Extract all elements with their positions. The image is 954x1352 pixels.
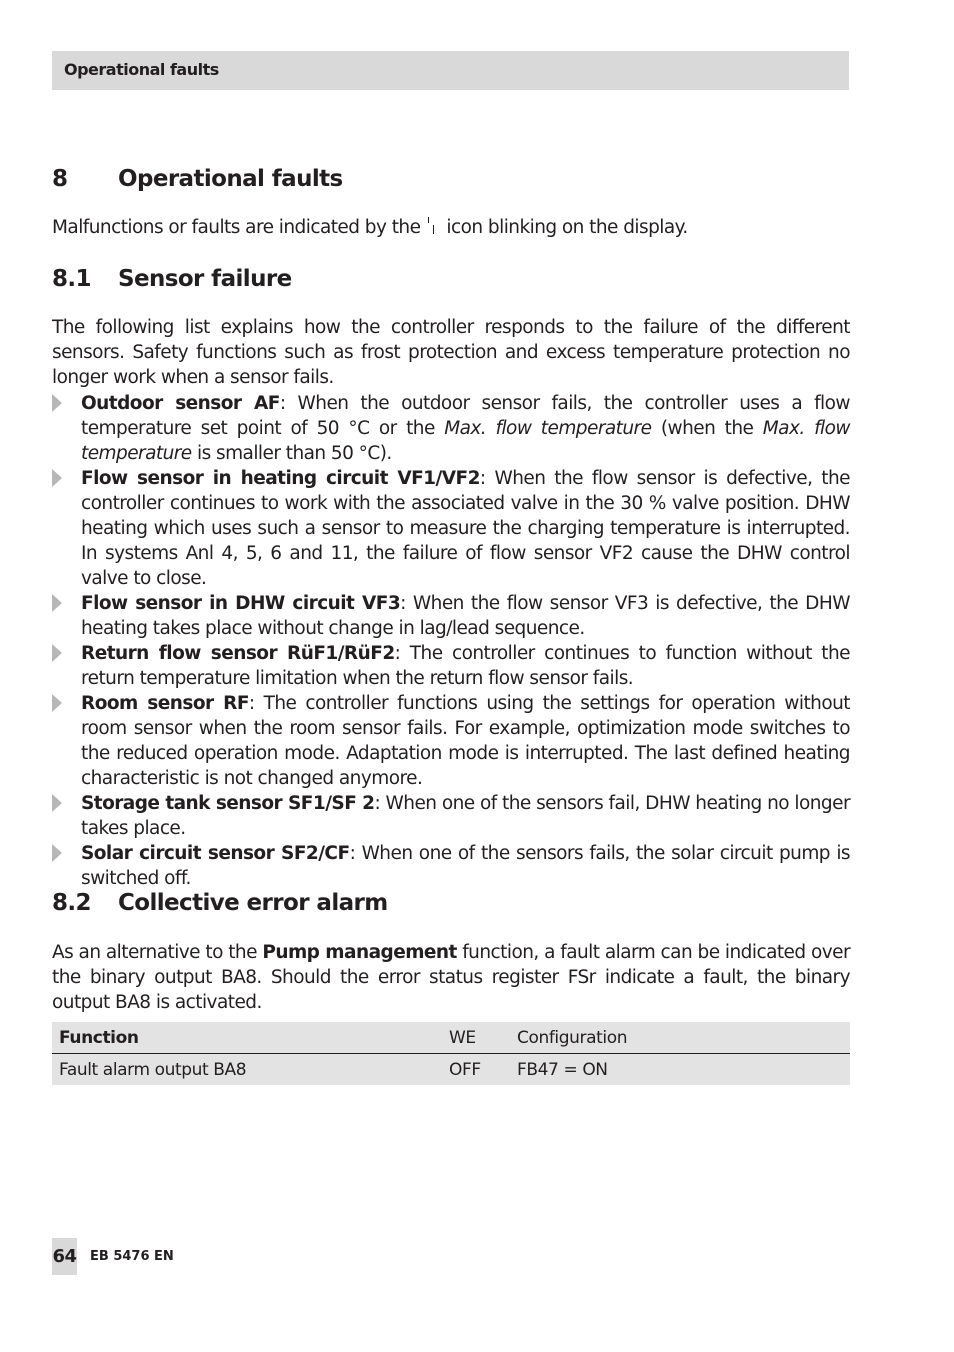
parameter-table [52, 1022, 850, 1085]
section-number: 8.2 [52, 890, 91, 916]
list-item-term: Storage tank sensor SF1/SF 2 [81, 793, 375, 814]
list-item-text: : When the flow sensor is defective, the controller continues to work with the associated valve in the 30 % valve position. DHW heating which uses such a sensor to measure the charging temperature is interrupted. In systems Anl 4, 5, 6 and 11, the failure of flow sensor VF2 cause the DHW control valve to close. [81, 468, 850, 589]
table-cell-function: Fault alarm output BA8 [52, 1054, 442, 1086]
section-number: 8 [52, 166, 68, 192]
section-title: Collective error alarm [118, 890, 388, 916]
section-8-1-heading [52, 266, 292, 292]
section-8-1-intro: The following list explains how the controller responds to the failure of the different sensors. Safety functions such as frost protection and excess temperature protection no longer work when a sensor fails. [52, 317, 850, 388]
section-number: 8.1 [52, 266, 91, 292]
section-8-2-paragraph [52, 940, 850, 1015]
sensor-failure-list [52, 391, 850, 891]
list-item [52, 391, 850, 466]
list-item-term: Solar circuit sensor SF2/CF [81, 843, 350, 864]
list-item [52, 791, 850, 841]
table-cell-we: OFF [442, 1054, 510, 1086]
list-item-text: is smaller than 50 °C). [191, 443, 392, 464]
column-header-function: Function [52, 1022, 442, 1054]
table-cell-configuration: FB47 = ON [510, 1054, 850, 1086]
fault-icon [426, 221, 440, 235]
list-item-term: Return flow sensor RüF1/RüF2 [81, 643, 395, 664]
column-header-we: WE [442, 1022, 510, 1054]
bullet-arrow-icon [52, 469, 62, 487]
list-item-text: : When the outdoor sensor fails, the controller uses a flow temperature set point of 50 °C or the [81, 393, 850, 439]
list-item-emphasis: Max. flow temperature [81, 418, 850, 464]
bullet-arrow-icon [52, 794, 62, 812]
paragraph-text: function, a fault alarm can be indicated over the binary output BA8. Should the error status register FSr indicate a fault, the binary output BA8 is activated. [52, 942, 851, 1013]
bullet-arrow-icon [52, 644, 62, 662]
paragraph-emphasis: Pump management [262, 942, 457, 963]
section-title: Sensor failure [118, 266, 292, 292]
running-header [52, 51, 849, 90]
list-item-text: : When the flow sensor VF3 is defective, the DHW heating takes place without change in lag/lead sequence. [81, 593, 850, 639]
list-item [52, 591, 850, 641]
list-item-emphasis: Max. flow temperature [444, 418, 652, 439]
intro-text-after: icon blinking on the display. [446, 217, 688, 238]
section-8-intro [52, 215, 850, 240]
table-header-row [52, 1022, 850, 1054]
list-item-term: Flow sensor in heating circuit VF1/VF2 [81, 468, 480, 489]
list-item-text: : The controller functions using the settings for operation without room sensor when the room sensor fails. For example, optimization mode switches to the reduced operation mode. Adaptation mode is interrupted. The last defined heating characteristic is not changed anymore. [81, 693, 850, 789]
section-8-2-heading [52, 890, 388, 916]
list-item-text: : When one of the sensors fails, the solar circuit pump is switched off. [81, 843, 850, 889]
list-item-text: : The controller continues to function without the return temperature limitation when the return flow sensor fails. [81, 643, 850, 689]
running-header-title: Operational faults [64, 60, 219, 79]
section-title: Operational faults [118, 166, 343, 192]
bullet-arrow-icon [52, 844, 62, 862]
bullet-arrow-icon [52, 594, 62, 612]
list-item [52, 466, 850, 591]
list-item-term: Flow sensor in DHW circuit VF3 [81, 593, 401, 614]
section-8-heading [52, 166, 343, 192]
bullet-arrow-icon [52, 694, 62, 712]
list-item-term: Outdoor sensor AF [81, 393, 280, 414]
document-code: EB 5476 EN [90, 1249, 174, 1264]
list-item [52, 691, 850, 791]
table-row [52, 1054, 850, 1086]
list-item [52, 641, 850, 691]
list-item-term: Room sensor RF [81, 693, 249, 714]
list-item-text: (when the [651, 418, 763, 439]
list-item [52, 841, 850, 891]
paragraph-text: As an alternative to the [52, 942, 263, 963]
bullet-arrow-icon [52, 394, 62, 412]
list-item-text: : When one of the sensors fail, DHW heating no longer takes place. [81, 793, 850, 839]
intro-text-before: Malfunctions or faults are indicated by the [52, 217, 421, 238]
column-header-configuration: Configuration [510, 1022, 850, 1054]
page-number: 64 [52, 1238, 77, 1275]
